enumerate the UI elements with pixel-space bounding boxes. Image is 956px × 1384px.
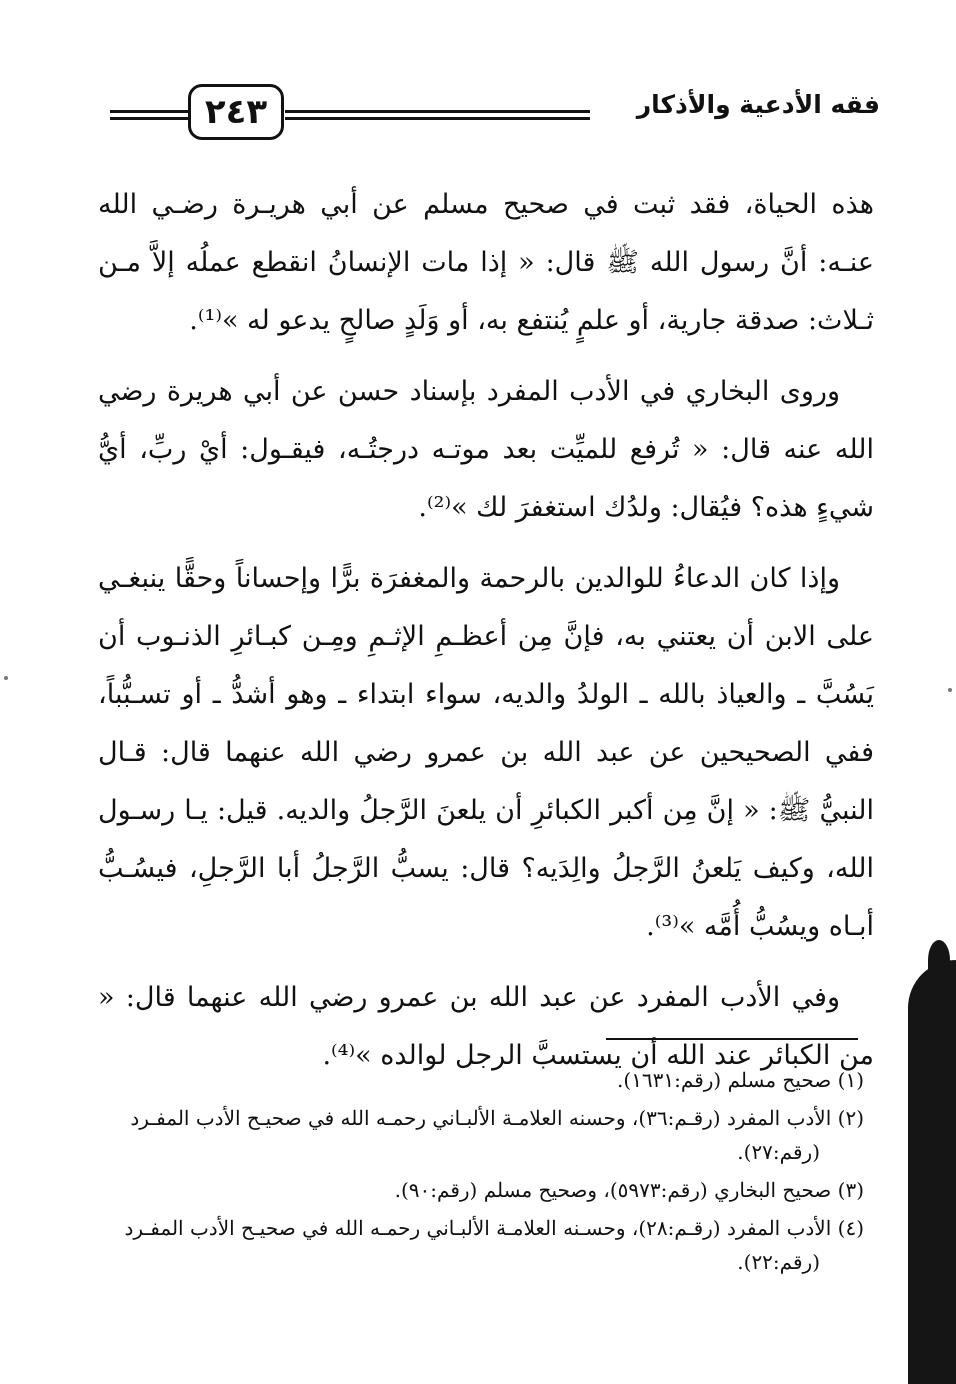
paragraph: وروى البخاري في الأدب المفرد بإسناد حسن عن أبي هريرة رضي الله عنه قال: « تُرفع للميِّت بعد موتـه درجتُـه، فيقـول: أيْ ربِّ، أيُّ شيءٍ هذه؟ فيُقال: ولدُك استغفرَ لك »⁽²⁾. xyxy=(98,376,874,523)
scan-speck xyxy=(948,688,952,692)
page-number: ٢٤٣ xyxy=(188,84,284,140)
footnote xyxy=(96,1101,864,1169)
paragraph: هذه الحياة، فقد ثبت في صحيح مسلم عن أبي هريـرة رضـي الله عنـه: أنَّ رسول الله ﷺ قال: « إذا مات الإنسانُ انقطع عملُه إلاَّ مـن ثـلاث: صدقة جارية، أو علمٍ يُنتفع به، أو وَلَدٍ صالحٍ يدعو له »⁽¹⁾. xyxy=(98,189,874,336)
footnote xyxy=(96,1211,864,1279)
footnote xyxy=(96,1173,864,1207)
header-rule xyxy=(285,110,590,113)
footnote-text: (٣) صحيح البخاري (رقم:٥٩٧٣)، وصحيح مسلم (رقم:٩٠). xyxy=(394,1178,864,1202)
footnote-text: (١) صحيح مسلم (رقم:١٦٣١). xyxy=(617,1068,864,1092)
scan-speck xyxy=(4,676,8,680)
footnote-text: (٢) الأدب المفرد (رقـم:٣٦)، وحسنه العلامـة الألبـاني رحمـه الله في صحيـح الأدب المفـرد xyxy=(130,1106,864,1130)
footnote xyxy=(96,1063,864,1097)
footnote-continuation: (رقم:٢٢). xyxy=(737,1250,820,1274)
page-header xyxy=(110,82,880,152)
paragraph: وإذا كان الدعاءُ للوالدين بالرحمة والمغفرَة برًّا وإحساناً وحقًّا ينبغـي على الابن أن يعتني به، فإنَّ مِن أعظـمِ الإثـمِ ومِـن كبـائرِ الذنـوب أن يَسُبَّ ـ والعياذ بالله ـ الولدُ والديه، سواء ابتداء ـ وهو أشدُّ ـ أو تسـبُّباً، ففي الصحيحين عن عبد الله بن عمرو رضي الله عنهما قال: قـال النبيُّ ﷺ: « إنَّ مِن أكبر الكبائرِ أن يلعنَ الرَّجلُ والديه. قيل: يـا رسـول الله، وكيف يَلعنُ الرَّجلُ والِدَيه؟ قال: يسبُّ الرَّجلُ أبا الرَّجلِ، فيسُـبُّ أبـاه ويسُبُّ أُمَّه »⁽³⁾. xyxy=(98,563,874,942)
paragraph: وفي الأدب المفرد عن عبد الله بن عمرو رضي الله عنهما قال: « من الكبائر عند الله أن يستسبَّ الرجل لوالده »⁽⁴⁾. xyxy=(98,982,874,1071)
footnote-text: (٤) الأدب المفرد (رقـم:٢٨)، وحسـنه العلامـة الألبـاني رحمـه الله في صحيـح الأدب المفـرد xyxy=(124,1216,864,1240)
footnote-continuation: (رقم:٢٧). xyxy=(737,1140,820,1164)
header-rule xyxy=(285,117,590,120)
header-rule xyxy=(110,110,188,113)
footnotes xyxy=(96,1063,864,1283)
scan-shadow xyxy=(908,960,956,1384)
main-text xyxy=(98,176,874,1098)
header-rule xyxy=(110,117,188,120)
running-title: فقه الأدعية والأذكار xyxy=(636,90,880,119)
footnote-separator xyxy=(606,1038,858,1040)
